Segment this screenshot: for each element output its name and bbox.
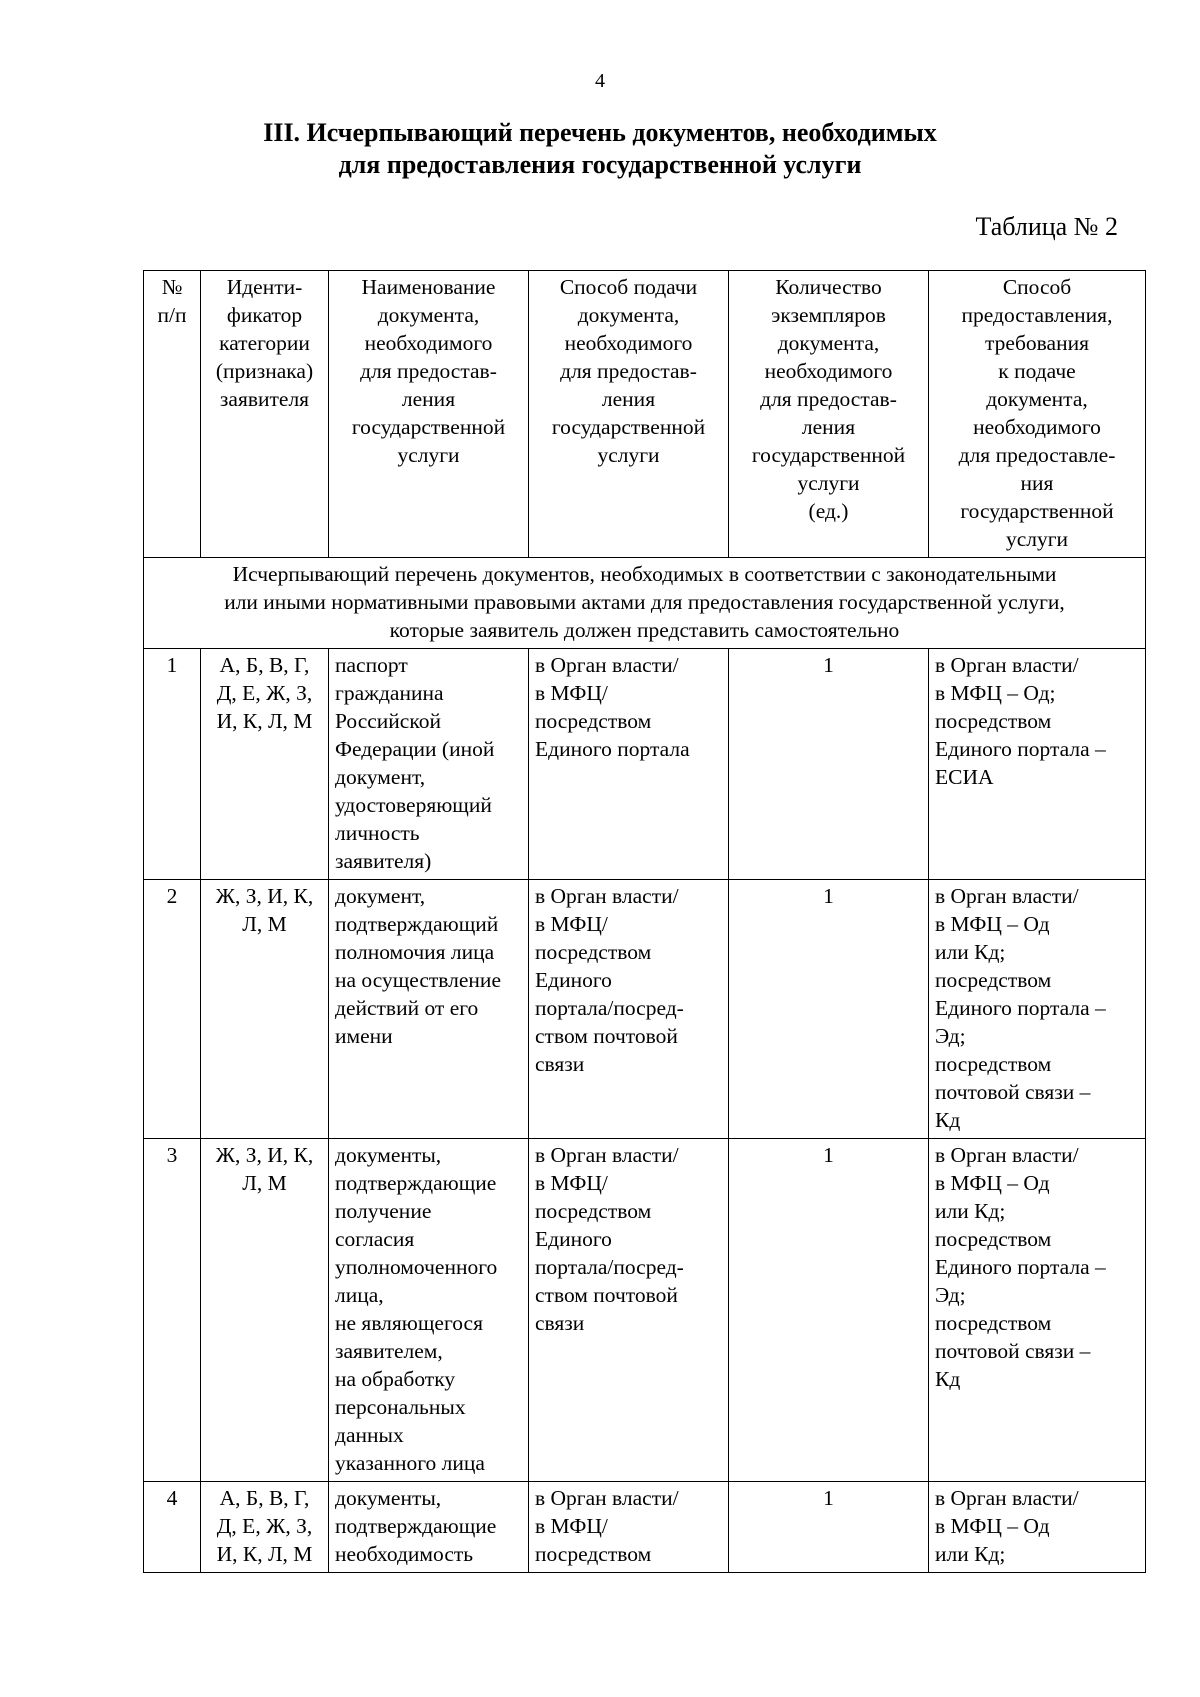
cell-line: посредством: [935, 968, 1052, 992]
cell-line: посредством: [935, 1227, 1052, 1251]
cell-line: посредством: [935, 1311, 1052, 1335]
cell-line: на осуществление: [335, 968, 501, 992]
cell-line: категории: [219, 331, 310, 355]
cell-line: ления: [401, 387, 456, 411]
row-copies-count: 1: [729, 1482, 929, 1573]
cell-line: в МФЦ – Од: [935, 1171, 1050, 1195]
cell-line: в Орган власти/: [535, 884, 679, 908]
cell-line: Д, Е, Ж, З,: [216, 681, 313, 705]
cell-line: заявителя: [219, 387, 310, 411]
cell-line: Д, Е, Ж, З,: [216, 1514, 313, 1538]
cell-line: гражданина: [335, 681, 444, 705]
cell-line: в МФЦ/: [535, 1171, 608, 1195]
cell-line: связи: [535, 1311, 585, 1335]
cell-line: экземпляров: [771, 303, 886, 327]
row-provision-method: [929, 649, 1146, 880]
cell-line: Ж, З, И, К,: [215, 884, 314, 908]
cell-line: в Орган власти/: [935, 884, 1079, 908]
row-provision-method: [929, 880, 1146, 1139]
cell-line: или иными нормативными правовыми актами для предоставления государственной услуги,: [224, 590, 1065, 614]
cell-line: документа,: [577, 303, 680, 327]
group-row-text: [144, 558, 1146, 649]
cell-line: Кд: [935, 1108, 961, 1132]
cell-line: для предоставле-: [958, 443, 1116, 467]
cell-line: посредством: [535, 940, 652, 964]
cell-line: необходимого: [973, 415, 1101, 439]
header-submission-method: [529, 271, 729, 558]
cell-line: (признака): [215, 359, 314, 383]
cell-line: подтверждающие: [335, 1514, 497, 1538]
cell-line: необходимого: [364, 331, 493, 355]
cell-line: посредством: [535, 1199, 652, 1223]
cell-line: посредством: [935, 709, 1052, 733]
row-categories: [201, 1482, 329, 1573]
cell-line: Единого: [535, 1227, 612, 1251]
cell-line: Федерации (иной: [335, 737, 495, 761]
cell-line: или Кд;: [935, 1542, 1006, 1566]
cell-line: в МФЦ – Од: [935, 1514, 1050, 1538]
cell-line: И, К, Л, М: [216, 1542, 313, 1566]
cell-line: получение: [335, 1199, 432, 1223]
cell-line: для предостав-: [560, 359, 697, 383]
cell-line: документы,: [335, 1486, 442, 1510]
table-row: [144, 1482, 1146, 1573]
cell-line: данных: [335, 1423, 404, 1447]
table-row: [144, 880, 1146, 1139]
header-number: [144, 271, 201, 558]
page-number: 4: [595, 70, 605, 92]
cell-line: ством почтовой: [535, 1024, 678, 1048]
cell-line: паспорт: [335, 653, 408, 677]
cell-line: Способ подачи: [559, 275, 698, 299]
cell-line: И, К, Л, М: [216, 709, 313, 733]
cell-line: Кд: [935, 1367, 961, 1391]
cell-line: необходимого: [564, 331, 693, 355]
cell-line: почтовой связи –: [935, 1339, 1091, 1363]
cell-line: Л, М: [242, 912, 287, 936]
cell-line: в МФЦ/: [535, 1514, 608, 1538]
cell-line: имени: [335, 1024, 393, 1048]
table-caption: Таблица № 2: [975, 212, 1118, 241]
cell-line: документ,: [335, 765, 426, 789]
cell-line: заявителя): [335, 849, 432, 873]
cell-line: Способ: [1002, 275, 1072, 299]
cell-line: необходимого: [764, 359, 893, 383]
cell-line: в Орган власти/: [535, 1486, 679, 1510]
cell-line: в МФЦ/: [535, 681, 608, 705]
cell-line: услуги: [397, 443, 460, 467]
cell-line: фикатор: [226, 303, 303, 327]
cell-line: Российской: [335, 709, 441, 733]
table-row: [144, 1139, 1146, 1482]
cell-line: к подаче: [998, 359, 1076, 383]
cell-line: Исчерпывающий перечень документов, необходимых в соответствии с законодательными: [232, 562, 1057, 586]
cell-line: услуги: [597, 443, 660, 467]
cell-line: посредством: [535, 1542, 652, 1566]
section-title-line-1: III. Исчерпывающий перечень документов, необходимых: [263, 118, 937, 147]
cell-line: государственной: [751, 443, 906, 467]
header-document-name: [329, 271, 529, 558]
cell-line: ЕСИА: [935, 765, 994, 789]
row-number: 1: [144, 649, 201, 880]
cell-line: Единого: [535, 968, 612, 992]
cell-line: (ед.): [808, 499, 849, 523]
cell-line: личность: [335, 821, 420, 845]
cell-line: заявителем,: [335, 1339, 443, 1363]
cell-line: документы,: [335, 1143, 442, 1167]
cell-line: Наименование: [361, 275, 496, 299]
cell-line: государственной: [960, 499, 1114, 523]
cell-line: необходимость: [335, 1542, 474, 1566]
cell-line: А, Б, В, Г,: [219, 1486, 310, 1510]
cell-line: государственной: [351, 415, 506, 439]
row-submission-method: [529, 1139, 729, 1482]
cell-line: в МФЦ – Од: [935, 912, 1050, 936]
section-title: [0, 117, 1200, 181]
row-provision-method: [929, 1482, 1146, 1573]
cell-line: не являющегося: [335, 1311, 483, 1335]
cell-line: государственной: [551, 415, 706, 439]
cell-line: уполномоченного: [335, 1255, 498, 1279]
row-document-name: [329, 1139, 529, 1482]
row-submission-method: [529, 1482, 729, 1573]
cell-line: Единого портала –: [935, 737, 1106, 761]
cell-line: указанного лица: [335, 1451, 485, 1475]
cell-line: или Кд;: [935, 940, 1006, 964]
cell-line: требования: [985, 331, 1089, 355]
cell-line: в Орган власти/: [935, 653, 1079, 677]
row-document-name: [329, 880, 529, 1139]
cell-line: Эд;: [935, 1283, 966, 1307]
cell-line: в МФЦ/: [535, 912, 608, 936]
cell-line: документ,: [335, 884, 426, 908]
cell-line: портала/посред-: [535, 1255, 684, 1279]
cell-line: А, Б, В, Г,: [219, 653, 310, 677]
cell-line: персональных: [335, 1395, 466, 1419]
header-provision-method: [929, 271, 1146, 558]
cell-line: на обработку: [335, 1367, 456, 1391]
cell-line: посредством: [535, 709, 652, 733]
cell-line: посредством: [935, 1052, 1052, 1076]
cell-line: лица,: [335, 1283, 384, 1307]
cell-line: которые заявитель должен представить самостоятельно: [389, 618, 900, 642]
cell-line: Иденти-: [226, 275, 303, 299]
row-document-name: [329, 1482, 529, 1573]
cell-line: или Кд;: [935, 1199, 1006, 1223]
cell-line: документа,: [986, 387, 1088, 411]
cell-line: в Орган власти/: [935, 1486, 1079, 1510]
cell-line: согласия: [335, 1227, 415, 1251]
cell-line: Эд;: [935, 1024, 966, 1048]
row-categories: [201, 880, 329, 1139]
row-submission-method: [529, 649, 729, 880]
cell-line: п/п: [157, 303, 187, 327]
cell-line: ления: [801, 415, 856, 439]
cell-line: Количество: [775, 275, 882, 299]
cell-line: ния: [1020, 471, 1054, 495]
cell-line: подтверждающие: [335, 1171, 497, 1195]
cell-line: услуги: [797, 471, 860, 495]
cell-line: Единого портала –: [935, 1255, 1106, 1279]
cell-line: ством почтовой: [535, 1283, 678, 1307]
table-row: [144, 649, 1146, 880]
row-categories: [201, 649, 329, 880]
cell-line: предоставления,: [961, 303, 1113, 327]
cell-line: в Орган власти/: [535, 653, 679, 677]
row-number: 2: [144, 880, 201, 1139]
section-title-line-2: для предоставления государственной услуги: [338, 150, 862, 179]
row-submission-method: [529, 880, 729, 1139]
cell-line: Ж, З, И, К,: [215, 1143, 314, 1167]
cell-line: для предостав-: [760, 387, 897, 411]
cell-line: в МФЦ – Од;: [935, 681, 1056, 705]
header-category-id: [201, 271, 329, 558]
row-copies-count: 1: [729, 649, 929, 880]
cell-line: почтовой связи –: [935, 1080, 1091, 1104]
cell-line: документа,: [777, 331, 880, 355]
row-copies-count: 1: [729, 1139, 929, 1482]
cell-line: портала/посред-: [535, 996, 684, 1020]
cell-line: документа,: [377, 303, 480, 327]
cell-line: удостоверяющий: [335, 793, 492, 817]
table-header-row: [144, 271, 1146, 558]
row-number: 4: [144, 1482, 201, 1573]
cell-line: в Орган власти/: [935, 1143, 1079, 1167]
cell-line: для предостав-: [360, 359, 497, 383]
cell-line: полномочия лица: [335, 940, 495, 964]
cell-line: Л, М: [242, 1171, 287, 1195]
cell-line: №: [161, 275, 183, 299]
cell-line: подтверждающий: [335, 912, 499, 936]
cell-line: ления: [601, 387, 656, 411]
row-provision-method: [929, 1139, 1146, 1482]
table-group-row: [144, 558, 1146, 649]
documents-table: [143, 270, 1146, 1573]
row-copies-count: 1: [729, 880, 929, 1139]
row-categories: [201, 1139, 329, 1482]
row-number: 3: [144, 1139, 201, 1482]
cell-line: Единого портала –: [935, 996, 1106, 1020]
cell-line: действий от его: [335, 996, 479, 1020]
cell-line: услуги: [1005, 527, 1069, 551]
cell-line: Единого портала: [535, 737, 690, 761]
header-copies-count: [729, 271, 929, 558]
cell-line: связи: [535, 1052, 585, 1076]
cell-line: в Орган власти/: [535, 1143, 679, 1167]
row-document-name: [329, 649, 529, 880]
